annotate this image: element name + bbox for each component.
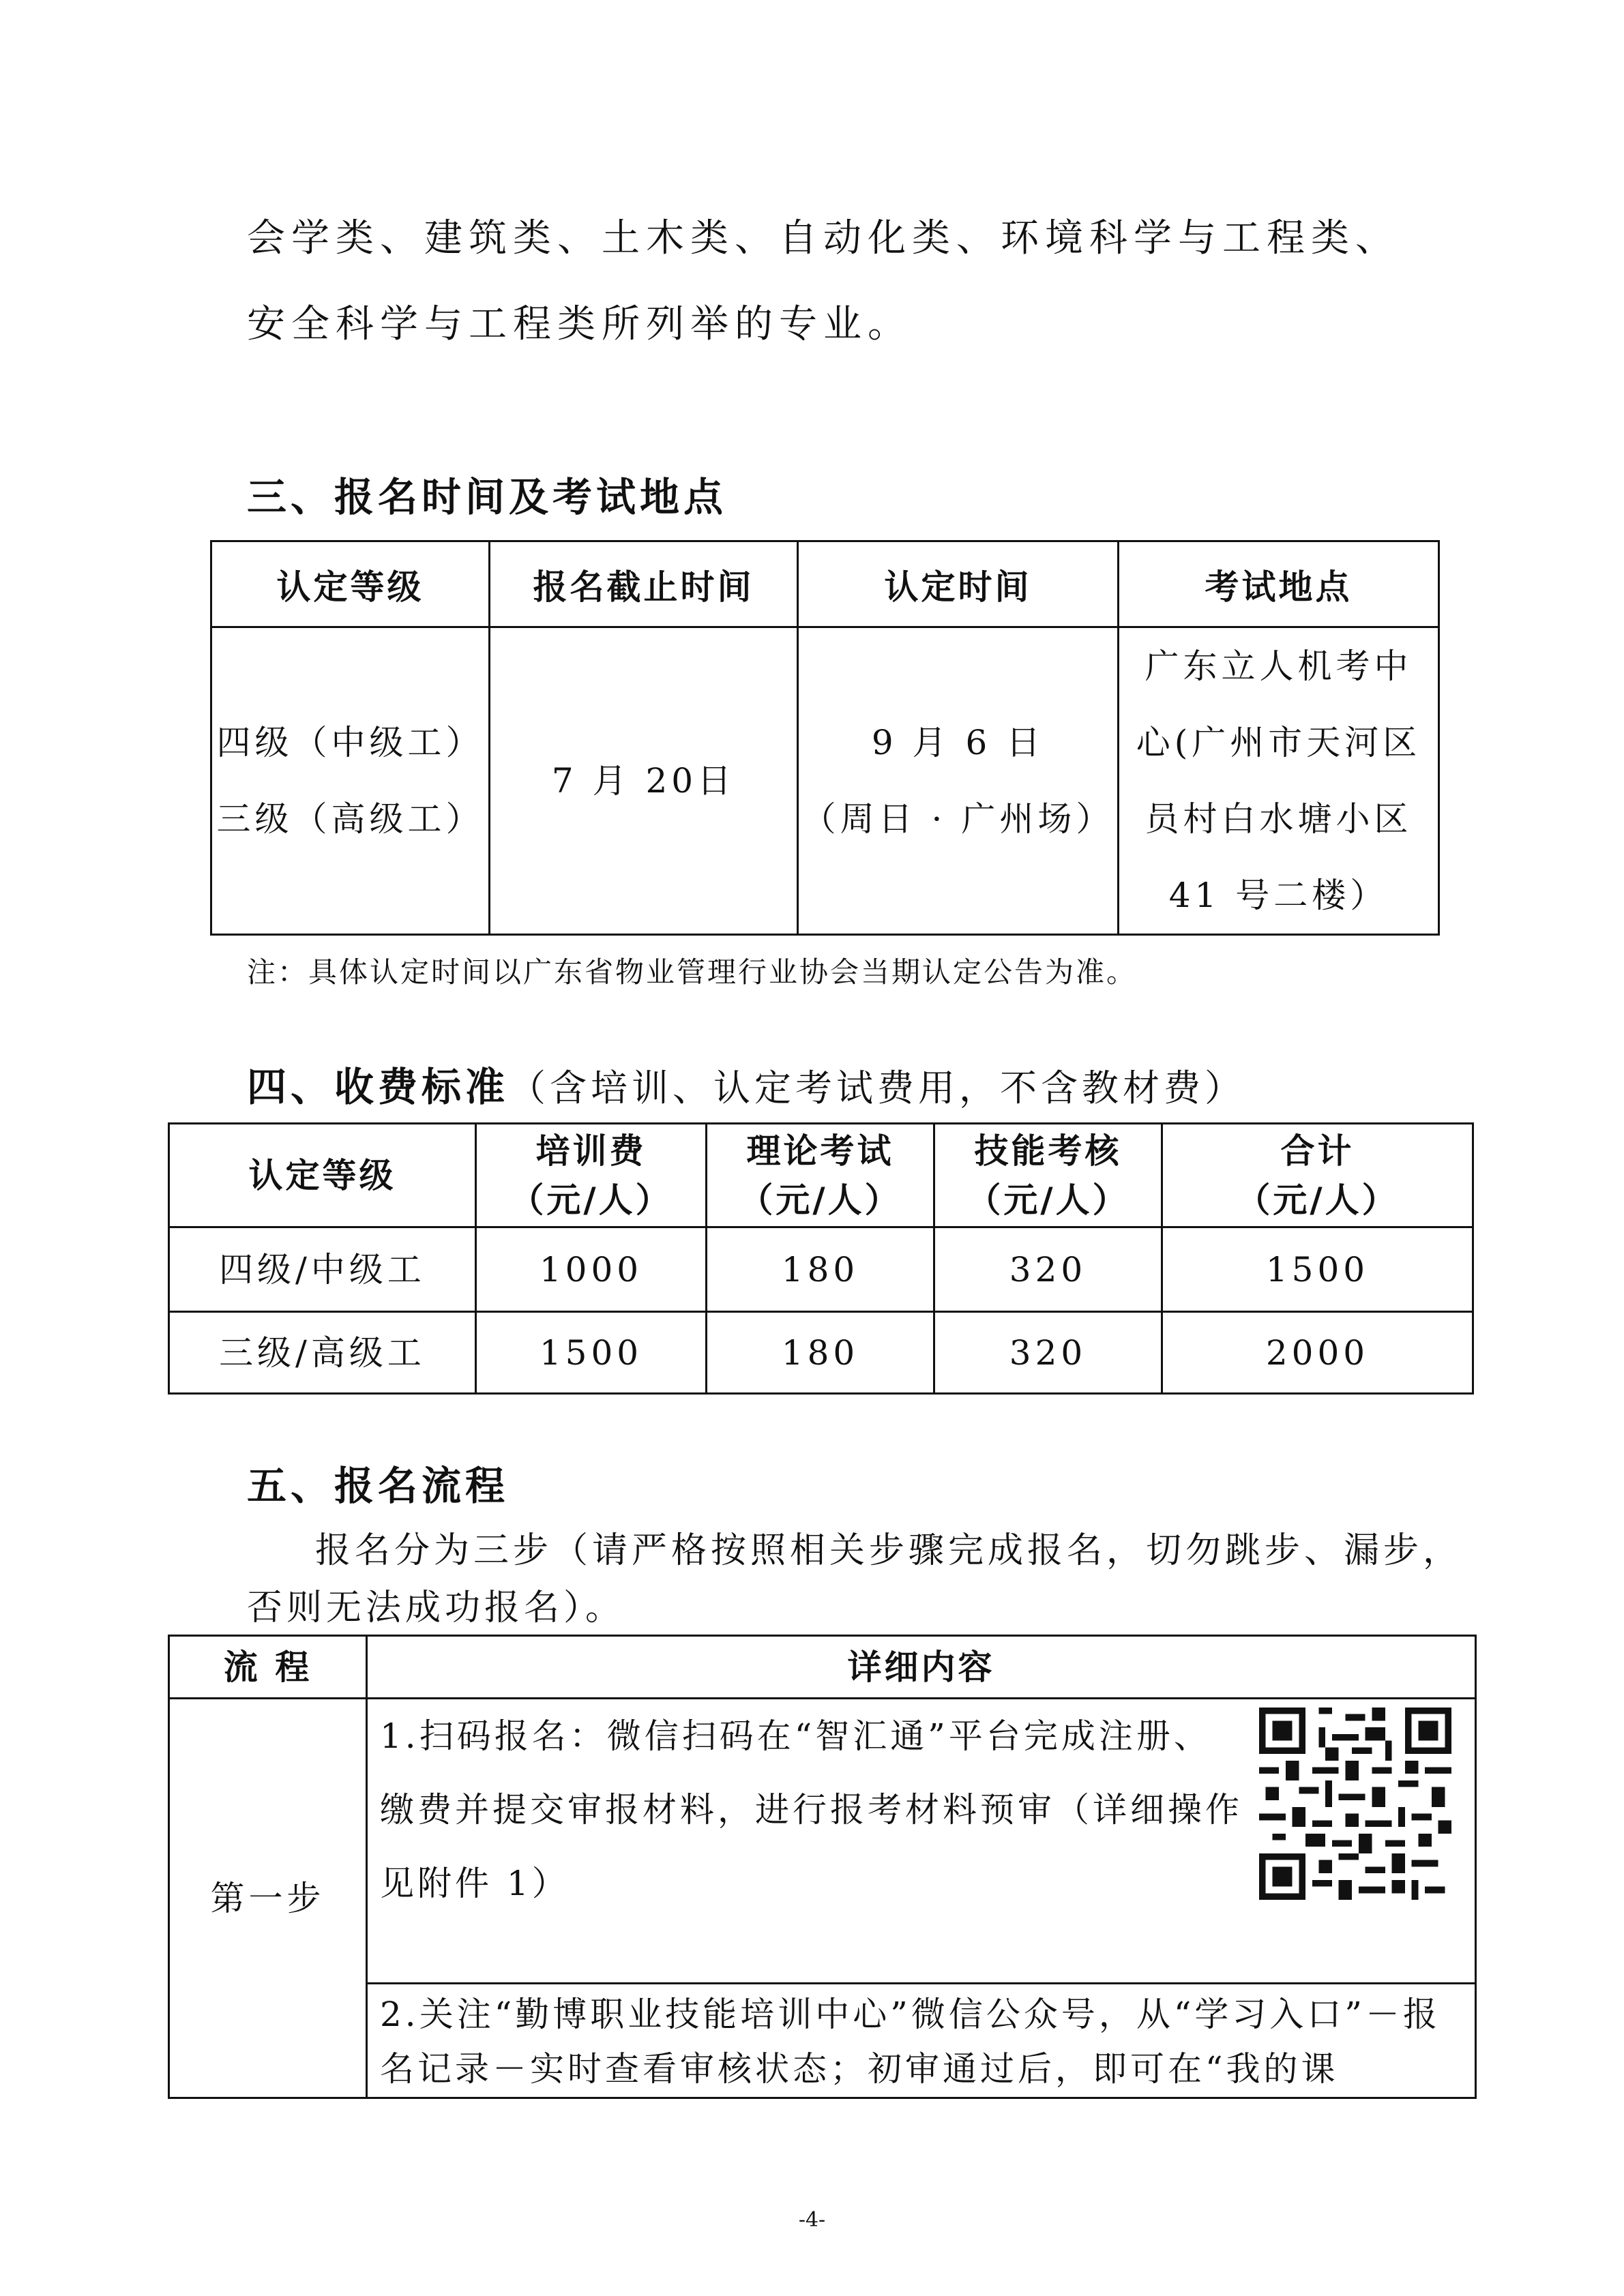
header-deadline: 报名截止时间: [490, 541, 798, 627]
fee-header-training: 培训费 （元/人）: [476, 1124, 707, 1227]
section-5-title: 五、报名流程: [247, 1463, 510, 1509]
table-row: [169, 1312, 1473, 1394]
process-header-step: 流 程: [169, 1636, 367, 1699]
level-3: 三级（高级工）: [216, 799, 484, 839]
header-location: 考试地点: [1119, 541, 1439, 627]
fee-row-1-theory: 180: [707, 1227, 934, 1312]
page-number: -4-: [798, 2208, 826, 2232]
fee-row-1-skill: 320: [934, 1227, 1162, 1312]
location-line-3: 员村白水塘小区: [1145, 799, 1413, 839]
fee-header-level: 认定等级: [169, 1124, 476, 1227]
fee-row-2-total: 2000: [1162, 1312, 1473, 1394]
process-header-detail: 详细内容: [367, 1636, 1476, 1699]
fee-header-theory: 理论考试 （元/人）: [707, 1124, 934, 1227]
fee-table: [168, 1122, 1474, 1395]
fee-row-2-level: 三级/高级工: [169, 1312, 476, 1394]
fee-row-2-theory: 180: [707, 1312, 934, 1394]
intro-line-1: 会学类、建筑类、土木类、自动化类、环境科学与工程类、: [247, 216, 1400, 260]
qr-code-icon[interactable]: [1259, 1708, 1451, 1900]
location-line-2: 心(广州市天河区: [1136, 723, 1421, 762]
location-line-1: 广东立人机考中: [1145, 646, 1413, 686]
fee-row-1-level: 四级/中级工: [169, 1227, 476, 1312]
schedule-note: 注：具体认定时间以广东省物业管理行业协会当期认定公告为准。: [247, 955, 1138, 989]
level-4: 四级（中级工）: [216, 723, 484, 762]
step-1-item-2: 2.关注“勤博职业技能培训中心”微信公众号，从“学习入口”－报名记录－实时查看审核状态；初审通过后，即可在“我的课: [367, 1984, 1476, 2098]
section-4-title-note: （含培训、认定考试费用，不含教材费）: [509, 1067, 1246, 1109]
section-4-title-main: 四、收费标准: [247, 1064, 510, 1110]
process-table: [168, 1635, 1477, 2099]
section-3-title: 三、报名时间及考试地点: [247, 474, 728, 520]
exam-schedule-table: [210, 540, 1440, 936]
exam-date-line-1: 9 月 6 日: [871, 723, 1045, 762]
fee-header-total: 合计 （元/人）: [1162, 1124, 1473, 1227]
location-line-4: 41 号二楼）: [1168, 876, 1389, 915]
fee-row-2-skill: 320: [934, 1312, 1162, 1394]
step-1-item-1-text: 1.扫码报名：微信扫码在“智汇通”平台完成注册、缴费并提交审报材料，进行报考材料预审（详细操作见附件 1）: [380, 1716, 1243, 1903]
exam-date-line-2: （周日 · 广州场）: [801, 799, 1114, 839]
header-level: 认定等级: [211, 541, 490, 627]
exam-date-cell: [798, 627, 1119, 935]
step-1-label: 第一步: [169, 1699, 367, 2098]
step-1-item-1: [367, 1699, 1476, 1984]
location-cell: [1119, 627, 1439, 935]
fee-row-1-total: 1500: [1162, 1227, 1473, 1312]
intro-line-2: 安全科学与工程类所列举的专业。: [247, 302, 912, 346]
header-exam-time: 认定时间: [798, 541, 1119, 627]
process-intro-line-2: 否则无法成功报名）。: [247, 1587, 625, 1628]
fee-row-2-training: 1500: [476, 1312, 707, 1394]
fee-row-1-training: 1000: [476, 1227, 707, 1312]
deadline-cell: 7 月 20日: [490, 627, 798, 935]
section-4-title: [247, 1064, 1246, 1110]
fee-header-skill: 技能考核 （元/人）: [934, 1124, 1162, 1227]
process-intro-line-1: 报名分为三步（请严格按照相关步骤完成报名，切勿跳步、漏步，: [315, 1530, 1463, 1571]
level-cell: [211, 627, 490, 935]
table-row: [169, 1227, 1473, 1312]
